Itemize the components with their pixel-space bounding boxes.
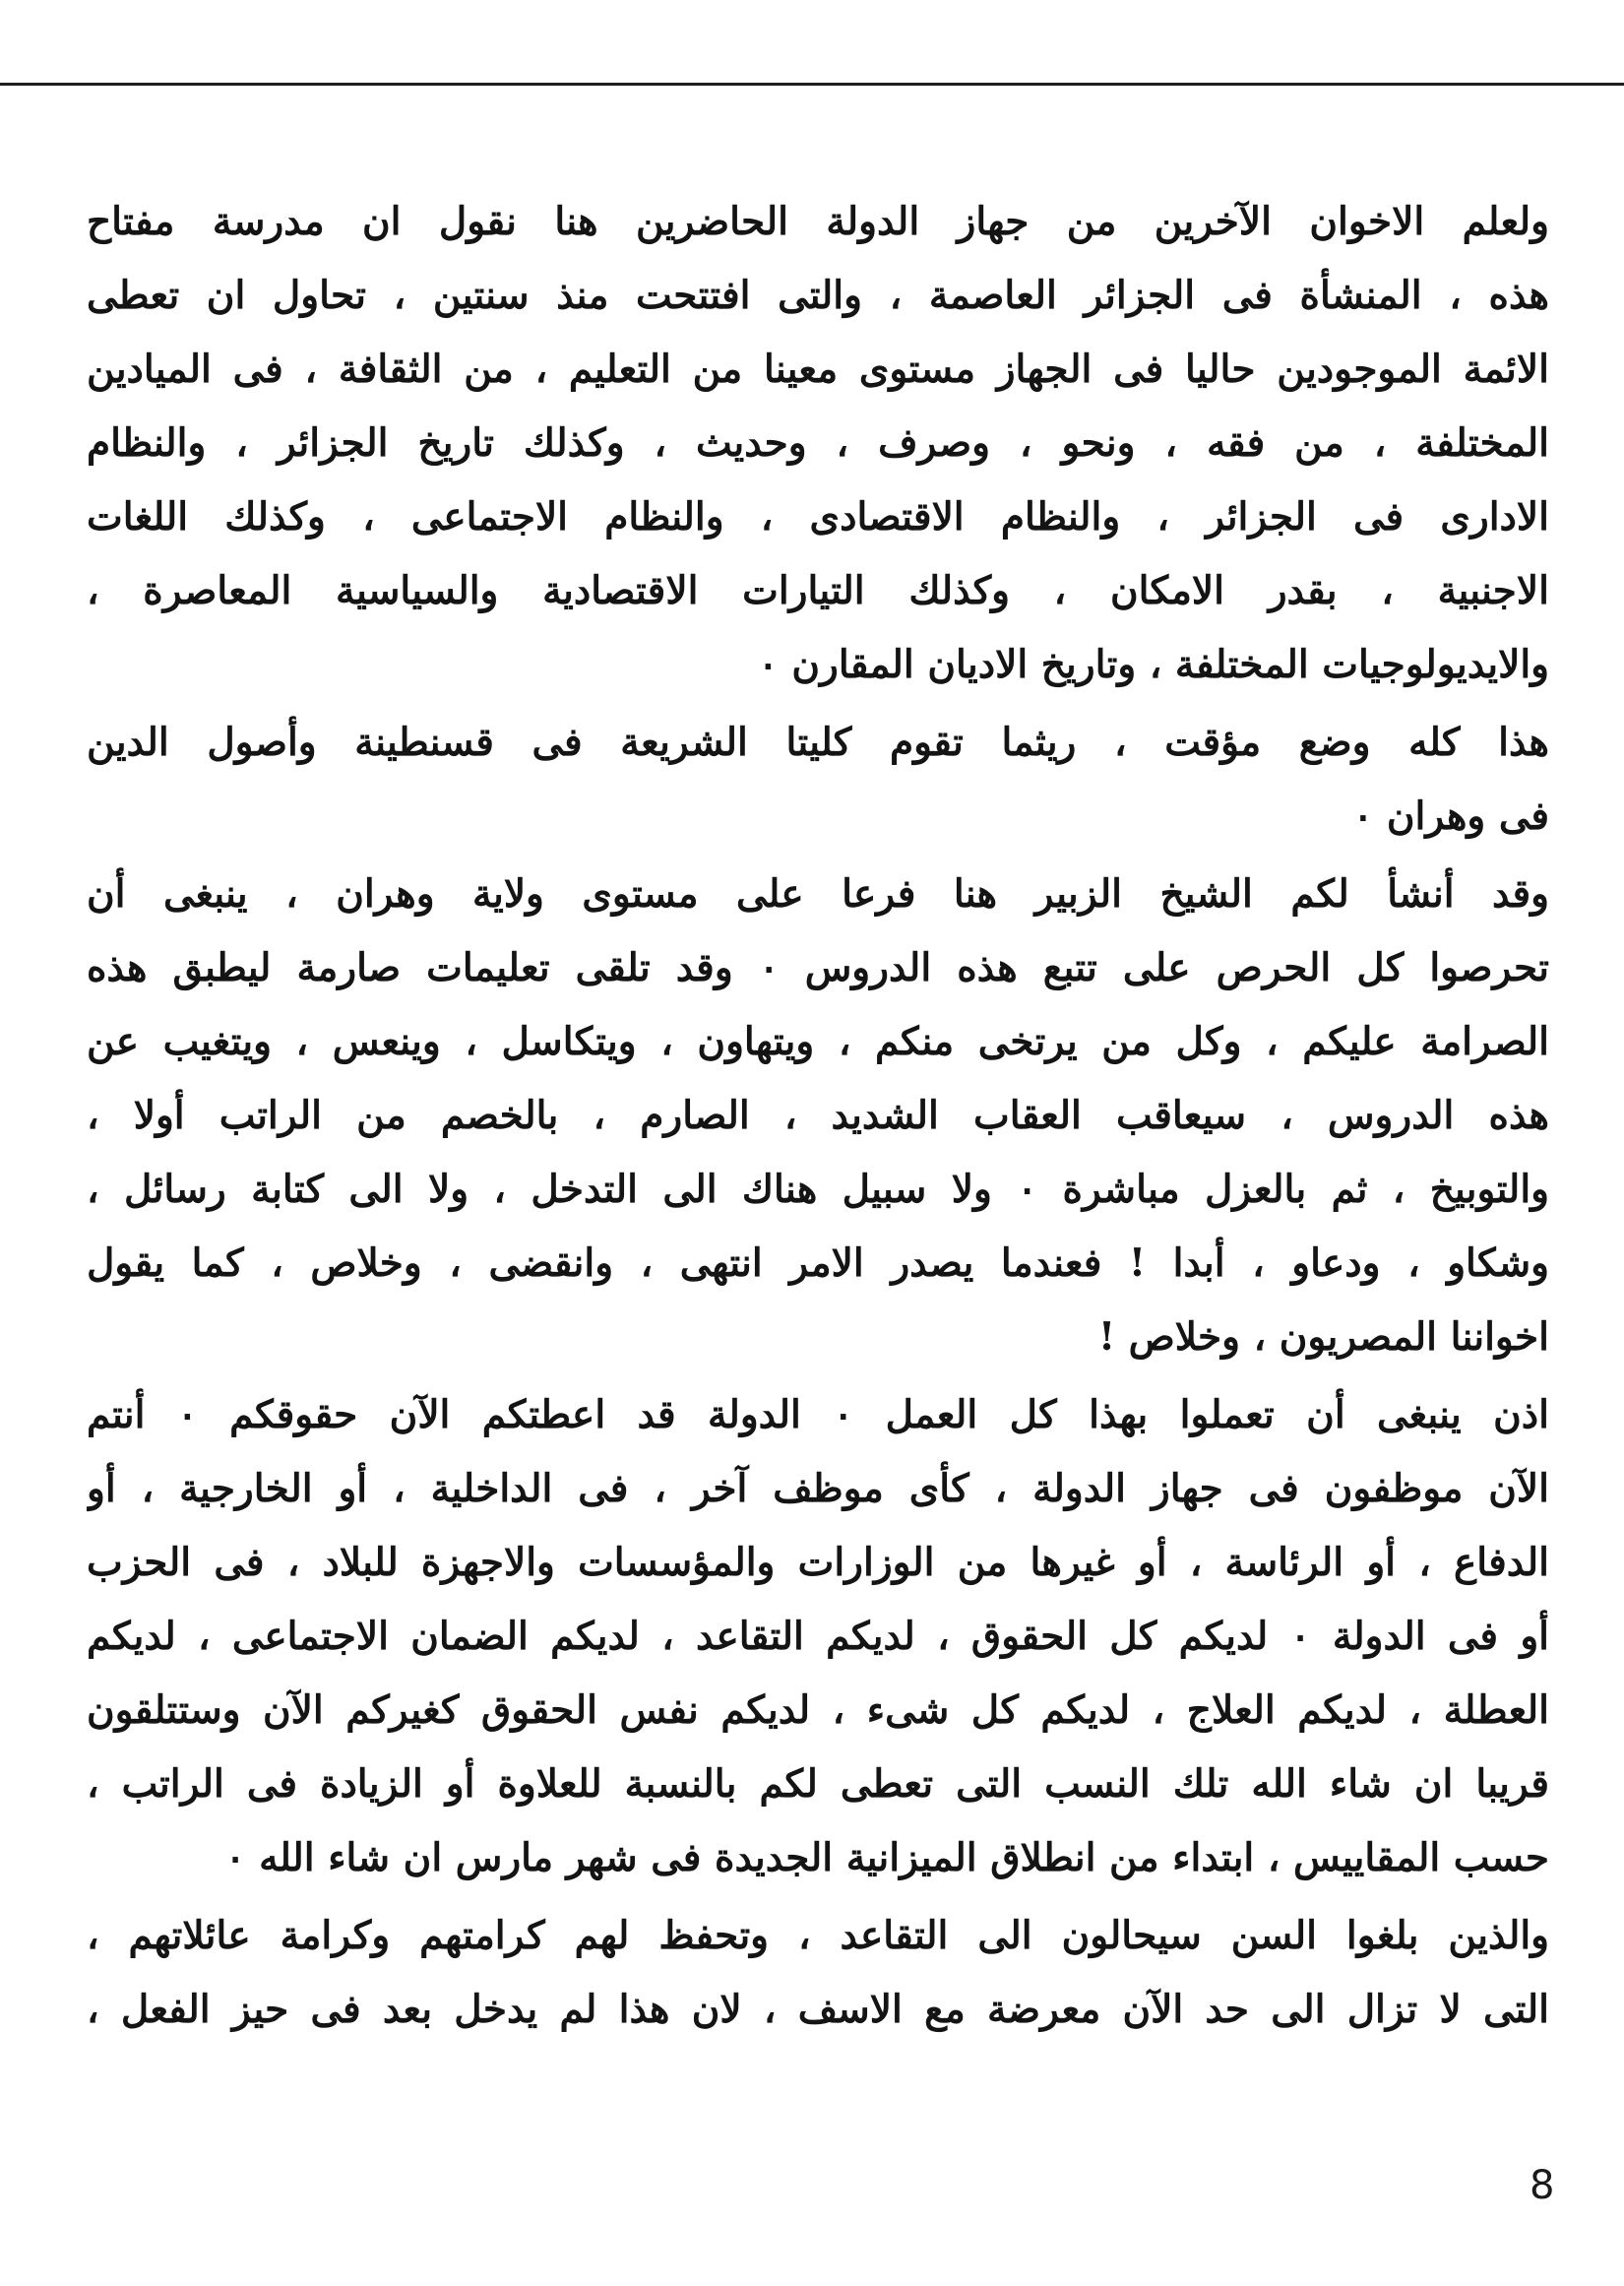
text-line: الاجنبية ، بقدر الامكان ، وكذلك التيارات الاقتصادية والسياسية المعاصرة ، [87, 568, 1549, 613]
text-line: الائمة الموجودين حاليا فى الجهاز مستوى معينا من التعليم ، من الثقافة ، فى الميادين [87, 347, 1549, 392]
header-rule [0, 83, 1624, 86]
text-line: تحرصوا كل الحرص على تتبع هذه الدروس ٠ وقد تلقى تعليمات صارمة ليطبق هذه [87, 945, 1549, 990]
paragraph-3 [87, 857, 1549, 1374]
page-number: 8 [1530, 2163, 1555, 2208]
text-line: فى وهران ٠ [1352, 794, 1549, 839]
text-line: قريبا ان شاء الله تلك النسب التى تعطى لكم بالنسبة للعلاوة أو الزيادة فى الراتب ، [87, 1761, 1549, 1807]
text-line: أو فى الدولة ٠ لديكم كل الحقوق ، لديكم التقاعد ، لديكم الضمان الاجتماعى ، لديكم [87, 1614, 1549, 1659]
text-line: اذن ينبغى أن تعملوا بهذا كل العمل ٠ الدولة قد اعطتكم الآن حقوقكم ٠ أنتم [87, 1392, 1549, 1437]
text-line: اخواننا المصريون ، وخلاص ! [1097, 1314, 1549, 1360]
text-line: ولعلم الاخوان الآخرين من جهاز الدولة الحاضرين هنا نقول ان مدرسة مفتاح [87, 199, 1549, 244]
text-line: وشكاو ، ودعاو ، أبدا ! فعندما يصدر الامر انتهى ، وانقضى ، وخلاص ، كما يقول [87, 1240, 1549, 1286]
text-line: والتوبيخ ، ثم بالعزل مباشرة ٠ ولا سبيل هناك الى التدخل ، ولا الى كتابة رسائل ، [87, 1167, 1549, 1212]
text-line: هذه ، المنشأة فى الجزائر العاصمة ، والتى افتتحت منذ سنتين ، تحاول ان تعطى [87, 273, 1549, 318]
paragraph-5 [87, 1899, 1549, 2047]
text-line: الدفاع ، أو الرئاسة ، أو غيرها من الوزارات والمؤسسات والاجهزة للبلاد ، فى الحزب [87, 1540, 1549, 1585]
paragraph-1 [87, 185, 1549, 702]
text-line: العطلة ، لديكم العلاج ، لديكم كل شىء ، لديكم نفس الحقوق كغيركم الآن وستتلقون [87, 1687, 1549, 1733]
text-line: والذين بلغوا السن سيحالون الى التقاعد ، وتحفظ لهم كرامتهم وكرامة عائلاتهم ، [87, 1913, 1549, 1958]
text-line: حسب المقاييس ، ابتداء من انطلاق الميزانية الجديدة فى شهر مارس ان شاء الله ٠ [224, 1835, 1549, 1880]
paragraph-2 [87, 706, 1549, 854]
text-line: والايديولوجيات المختلفة ، وتاريخ الاديان المقارن ٠ [757, 642, 1549, 687]
text-line: المختلفة ، من فقه ، ونحو ، وصرف ، وحديث ، وكذلك تاريخ الجزائر ، والنظام [87, 420, 1549, 466]
page-body [87, 185, 1549, 2051]
text-line: هذا كله وضع مؤقت ، ريثما تقوم كليتا الشريعة فى قسنطينة وأصول الدين [87, 720, 1549, 765]
text-line: الصرامة عليكم ، وكل من يرتخى منكم ، ويتهاون ، ويتكاسل ، وينعس ، ويتغيب عن [87, 1019, 1549, 1064]
text-line: هذه الدروس ، سيعاقب العقاب الشديد ، الصارم ، بالخصم من الراتب أولا ، [87, 1093, 1549, 1138]
text-line: وقد أنشأ لكم الشيخ الزبير هنا فرعا على مستوى ولاية وهران ، ينبغى أن [87, 871, 1549, 917]
text-line: التى لا تزال الى حد الآن معرضة مع الاسف ، لان هذا لم يدخل بعد فى حيز الفعل ، [87, 1987, 1549, 2032]
paragraph-4 [87, 1378, 1549, 1895]
text-line: الادارى فى الجزائر ، والنظام الاقتصادى ، والنظام الاجتماعى ، وكذلك اللغات [87, 494, 1549, 540]
text-line: الآن موظفون فى جهاز الدولة ، كأى موظف آخر ، فى الداخلية ، أو الخارجية ، أو [87, 1466, 1549, 1511]
